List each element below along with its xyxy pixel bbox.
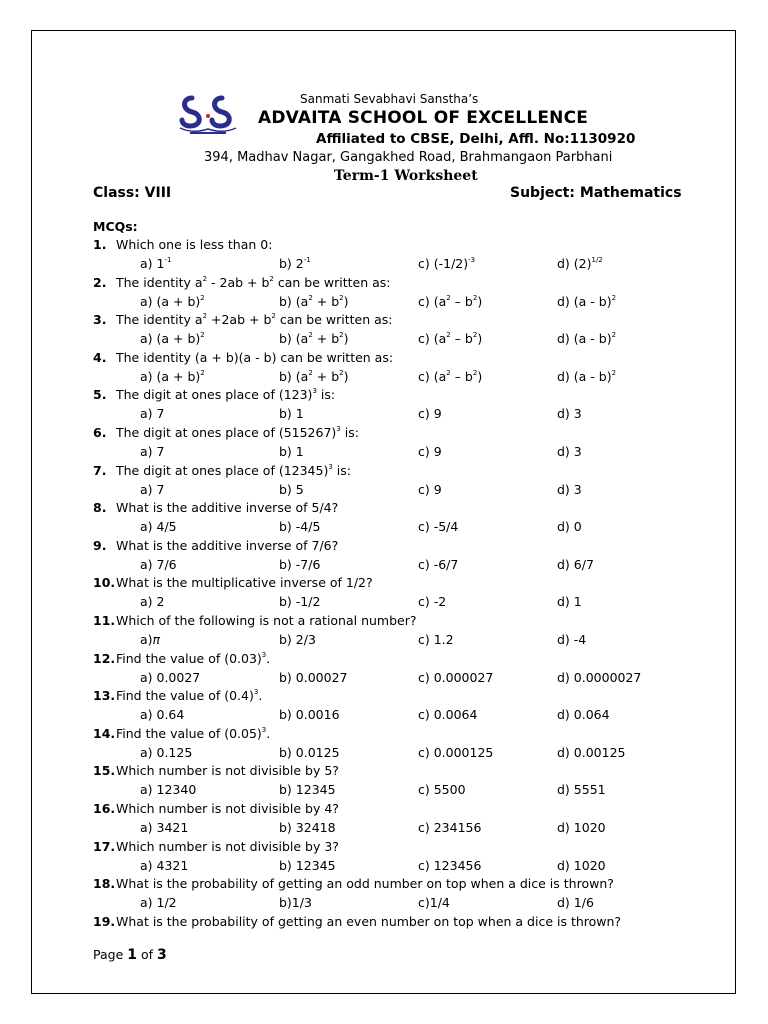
answer-option: d) 6/7 — [557, 556, 594, 572]
answer-option: b) 12345 — [279, 782, 336, 798]
question — [93, 350, 393, 366]
page-footer — [93, 947, 167, 963]
school-address: 394, Madhav Nagar, Gangakhed Road, Brahmangaon Parbhani — [204, 150, 613, 165]
answer-option: d) 0.064 — [557, 707, 610, 723]
question — [93, 575, 373, 591]
question-number: 8. — [93, 500, 107, 516]
question-text: Which number is not divisible by 4? — [116, 801, 339, 816]
question-text: The identity $a^2 +2ab + b^2$ can be written as: — [116, 312, 393, 328]
answer-option: d) 0 — [557, 519, 582, 535]
answer-option: d) 3 — [557, 406, 582, 422]
answer-option: b) $2^{-1}$ — [279, 256, 311, 271]
answer-option: d) 5551 — [557, 782, 606, 798]
page-word: Page — [93, 947, 124, 962]
question-number: 18. — [93, 876, 116, 892]
answer-option: d) 0.0000027 — [557, 669, 642, 685]
question — [93, 425, 359, 441]
answer-option: c) $(-1/2)^{-3}$ — [418, 256, 476, 271]
answer-option: c) 9 — [418, 481, 442, 497]
answer-option: b) 12345 — [279, 857, 336, 873]
answer-option: a) 4/5 — [140, 519, 177, 535]
answer-option: d) 1 — [557, 594, 582, 610]
question-number: 7. — [93, 462, 107, 478]
of-word: of — [140, 947, 154, 962]
question — [93, 876, 614, 892]
answer-option: a) $(a + b)^2$ — [140, 331, 205, 347]
answer-option: a) 0.125 — [140, 744, 193, 760]
answer-option: a) 7/6 — [140, 556, 177, 572]
answer-option: b) 0.0016 — [279, 707, 340, 723]
answer-option: c) 0.000125 — [418, 744, 494, 760]
answer-option: a) 4321 — [140, 857, 189, 873]
page-number: 1 — [127, 947, 137, 963]
answer-option: b) 0.0125 — [279, 744, 340, 760]
answer-option: a) 7 — [140, 444, 165, 459]
question-text: Find the value of $(0.05)^3$. — [116, 725, 271, 741]
answer-option: c) 5500 — [418, 782, 466, 798]
worksheet-title: Term-1 Worksheet — [334, 168, 478, 184]
question-text: Which number is not divisible by 3? — [116, 838, 339, 854]
question-text: The digit at ones place of $(12345)^3$ is: — [116, 462, 351, 478]
question — [93, 763, 339, 779]
question-text: Which one is less than 0: — [116, 237, 273, 252]
question — [93, 726, 270, 742]
question — [93, 801, 339, 817]
question-number: 14. — [93, 725, 116, 741]
answer-option: a) 3421 — [140, 820, 189, 835]
question-text: The identity $a^2 - 2ab + b^2$ can be written as: — [116, 274, 391, 290]
answer-option: c) 123456 — [418, 857, 482, 873]
answer-option: b) 2/3 — [279, 632, 316, 647]
answer-option: b)1/3 — [279, 895, 312, 911]
question-text: What is the additive inverse of 5/4? — [116, 500, 339, 516]
question-number: 13. — [93, 688, 116, 704]
answer-option: c) $(a^2 - b^2)$ — [418, 331, 483, 347]
answer-option: a) 7 — [140, 406, 165, 422]
answer-option: d) -4 — [557, 632, 587, 647]
answer-option: b) -4/5 — [279, 519, 321, 535]
answer-option: b) $(a^2 + b^2)$ — [279, 368, 349, 384]
answer-option: d) (a - b)$^2$ — [557, 293, 617, 309]
class-label: Class: VIII — [93, 185, 172, 201]
answer-option: b) 32418 — [279, 820, 336, 835]
question — [93, 538, 338, 554]
answer-option: a) $1^{-1}$ — [140, 256, 172, 271]
answer-option: c) $(a^2 - b^2)$ — [418, 293, 483, 309]
answer-option: b) -7/6 — [279, 556, 321, 572]
answer-option: c) -5/4 — [418, 519, 459, 535]
question-text: Find the value of $(0.4)^3$. — [116, 688, 263, 704]
answer-option: c) 0.000027 — [418, 669, 494, 685]
answer-option: a) $(a + b)^2$ — [140, 368, 205, 384]
sanstha-name: Sanmati Sevabhavi Sanstha’s — [300, 92, 479, 106]
affiliation: Affiliated to CBSE, Delhi, Affl. No:1130920 — [316, 131, 636, 147]
question-number: 6. — [93, 425, 107, 440]
answer-option: c) 1.2 — [418, 632, 454, 647]
question — [93, 387, 335, 403]
question-number: 10. — [93, 575, 116, 591]
question-text: What is the additive inverse of 7/6? — [116, 537, 339, 553]
answer-option: d) 3 — [557, 481, 582, 497]
answer-option: a) $(a + b)^2$ — [140, 293, 205, 309]
answer-option: a) 0.0027 — [140, 669, 201, 685]
question — [93, 312, 392, 328]
question-number: 9. — [93, 537, 107, 553]
answer-option: a) 1/2 — [140, 895, 177, 911]
answer-option: b) 1 — [279, 406, 304, 422]
answer-option: a) 12340 — [140, 782, 197, 798]
question-number: 4. — [93, 349, 107, 365]
answer-option: c) $(a^2 - b^2)$ — [418, 368, 483, 384]
subject-label: Subject: Mathematics — [510, 185, 682, 201]
answer-option: c) -6/7 — [418, 556, 459, 572]
answer-option: c) 234156 — [418, 820, 482, 835]
answer-option: d) 1020 — [557, 820, 606, 835]
question-text: What is the probability of getting an odd number on top when a dice is thrown? — [116, 876, 614, 892]
question-text: Find the value of $(0.03)^3$. — [116, 650, 271, 666]
question-number: 16. — [93, 801, 116, 816]
answer-option: a)π — [140, 632, 161, 647]
answer-option: d) (a - b)$^2$ — [557, 331, 617, 347]
answer-option: d) 3 — [557, 444, 582, 459]
answer-option: d) 0.00125 — [557, 744, 626, 760]
question-number: 5. — [93, 387, 107, 403]
question-number: 19. — [93, 913, 116, 929]
answer-option: a) 0.64 — [140, 707, 185, 723]
question-text: The identity (a + b)(a - b) can be written as: — [116, 349, 394, 365]
answer-option: c) 9 — [418, 444, 442, 459]
question-number: 17. — [93, 838, 116, 854]
question-number: 3. — [93, 312, 107, 328]
question-number: 11. — [93, 613, 116, 628]
answer-option: d) $(2)^{1/2}$ — [557, 256, 603, 271]
question — [93, 613, 417, 629]
answer-option: b) 5 — [279, 481, 304, 497]
question — [93, 839, 339, 855]
question-number: 2. — [93, 274, 107, 290]
question — [93, 688, 262, 704]
question-number: 15. — [93, 763, 116, 779]
question — [93, 275, 390, 291]
answer-option: b) 1 — [279, 444, 304, 459]
question-text: The digit at ones place of $(515267)^3$ is: — [116, 425, 359, 440]
school-logo — [178, 92, 238, 138]
question — [93, 914, 621, 930]
question-number: 1. — [93, 237, 107, 252]
question-text: The digit at ones place of $(123)^3$ is: — [116, 387, 336, 403]
answer-option: b) 0.00027 — [279, 669, 348, 685]
question-number: 12. — [93, 650, 116, 666]
answer-option: d) 1/6 — [557, 895, 594, 911]
page-total: 3 — [157, 947, 167, 963]
question — [93, 500, 338, 516]
answer-option: a) 2 — [140, 594, 165, 610]
answer-option: d) (a - b)$^2$ — [557, 368, 617, 384]
question-text: Which of the following is not a rational number? — [116, 613, 417, 628]
question-text: Which number is not divisible by 5? — [116, 763, 339, 779]
question-text: What is the multiplicative inverse of 1/2? — [116, 575, 373, 591]
section-title: MCQs: — [93, 219, 138, 234]
answer-option: c) 9 — [418, 406, 442, 422]
answer-option: b) $(a^2 + b^2)$ — [279, 331, 349, 347]
school-name: ADVAITA SCHOOL OF EXCELLENCE — [258, 108, 589, 128]
answer-option: c) 0.0064 — [418, 707, 478, 723]
answer-option: c)1/4 — [418, 895, 450, 911]
answer-option: d) 1020 — [557, 857, 606, 873]
question — [93, 651, 270, 667]
answer-option: c) -2 — [418, 594, 447, 610]
question-text: What is the probability of getting an even number on top when a dice is thrown? — [116, 913, 622, 929]
question — [93, 463, 351, 479]
question — [93, 237, 272, 253]
answer-option: a) 7 — [140, 481, 165, 497]
answer-option: b) $(a^2 + b^2)$ — [279, 293, 349, 309]
answer-option: b) -1/2 — [279, 594, 321, 610]
